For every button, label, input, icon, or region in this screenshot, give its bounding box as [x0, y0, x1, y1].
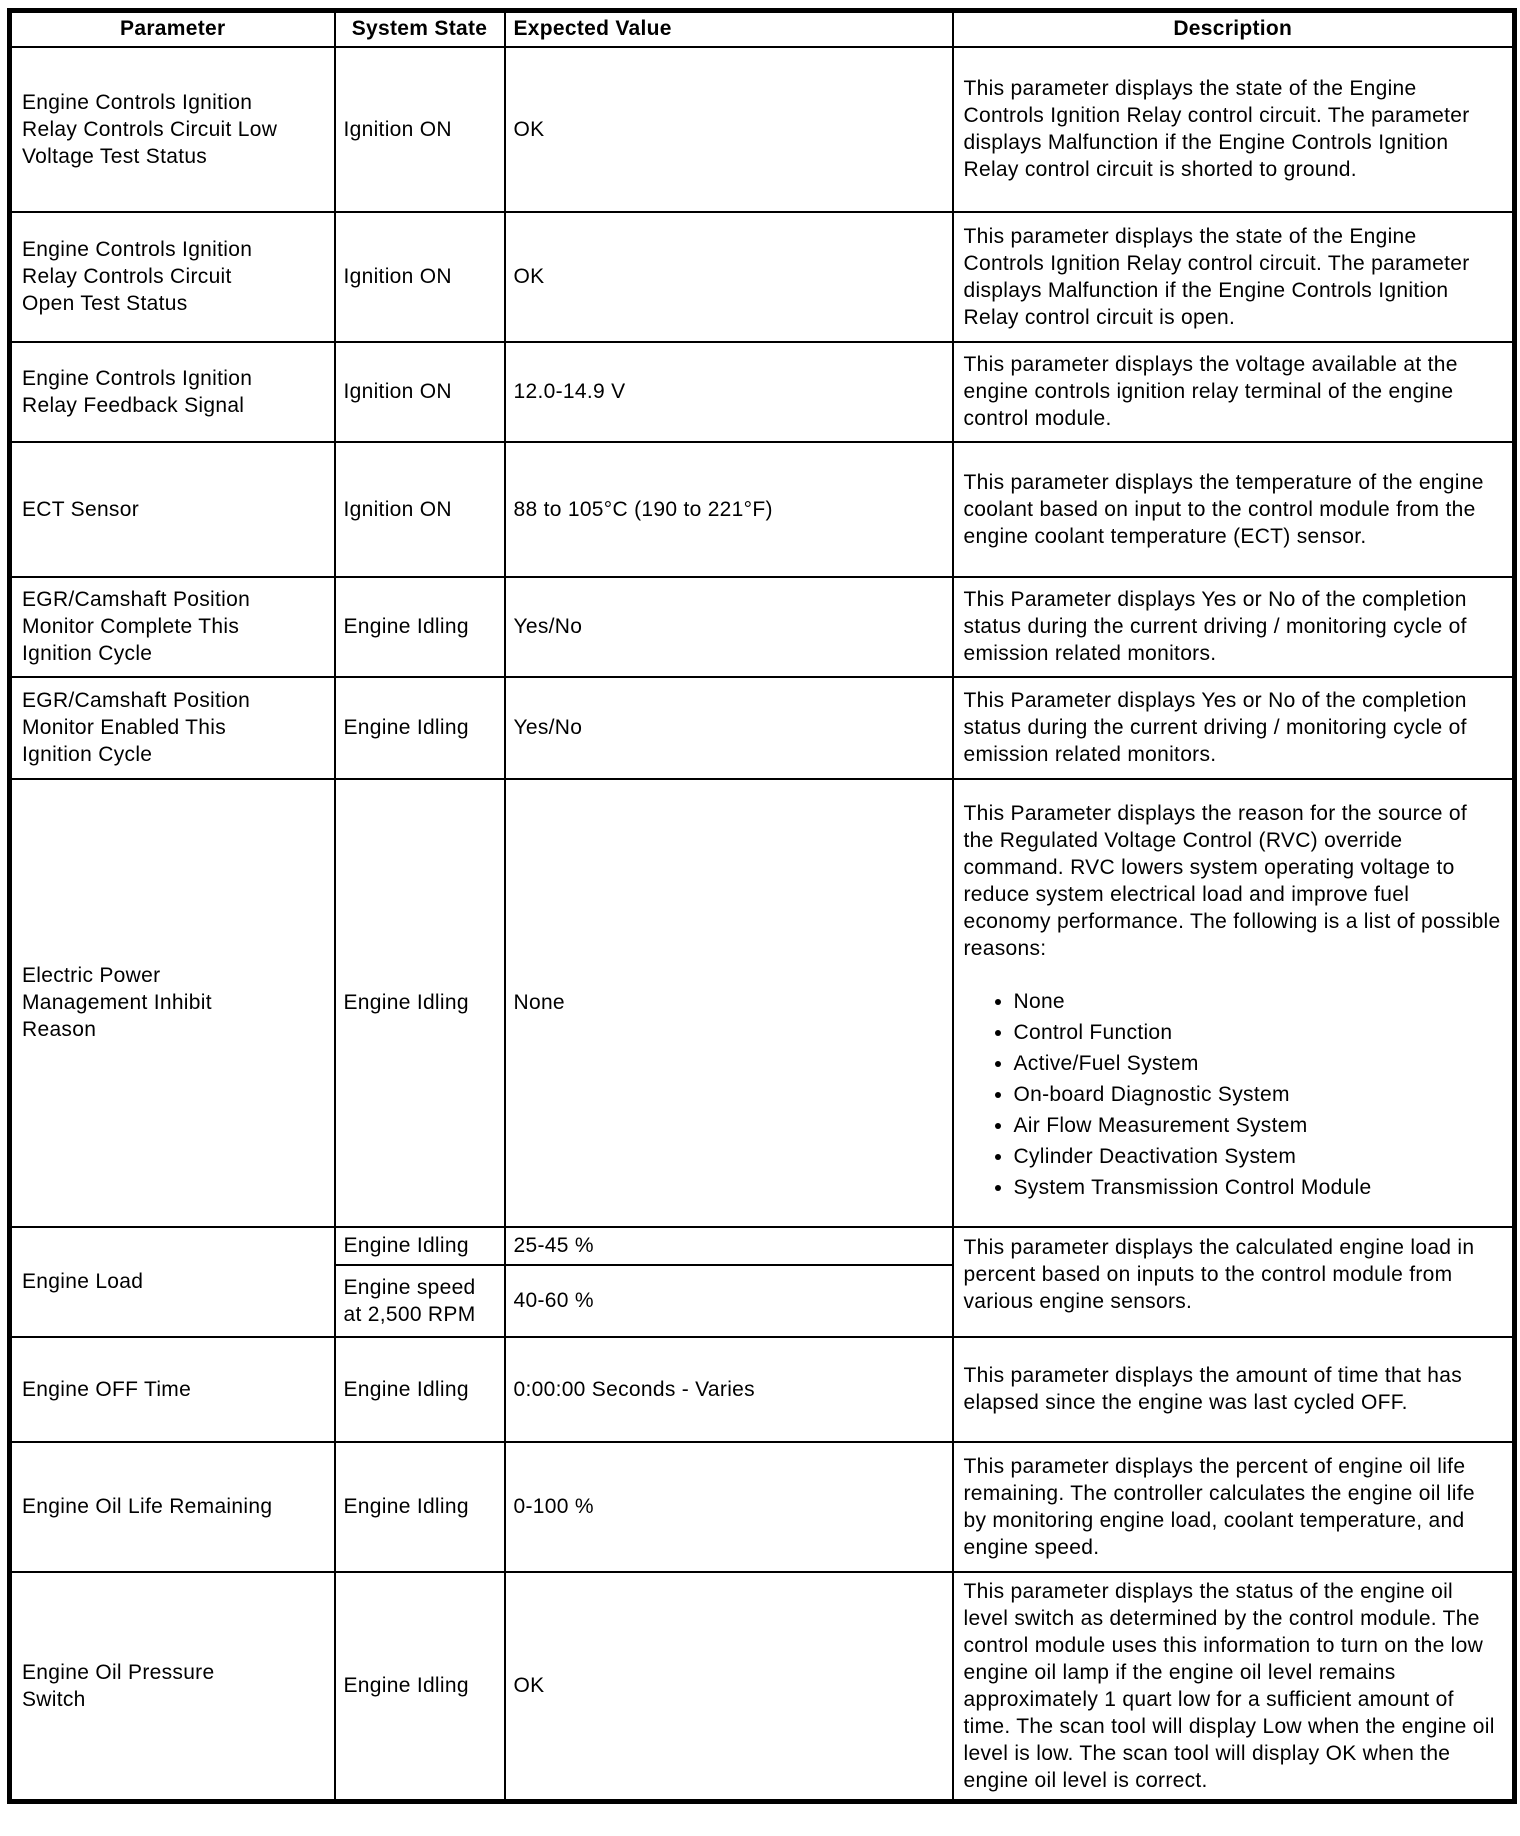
- table-row: [10, 779, 1515, 1227]
- system-state-cell: Ignition ON: [335, 342, 505, 442]
- parameter-cell: Engine Oil Pressure Switch: [10, 1572, 335, 1802]
- parameter-cell: Electric Power Management Inhibit Reason: [10, 779, 335, 1227]
- expected-value-cell: OK: [505, 212, 953, 342]
- expected-value-cell: Yes/No: [505, 677, 953, 779]
- header-parameter: Parameter: [10, 11, 335, 47]
- parameter-cell: Engine OFF Time: [10, 1337, 335, 1442]
- system-state-cell: Ignition ON: [335, 47, 505, 212]
- expected-value-cell: Yes/No: [505, 577, 953, 677]
- parameter-cell: Engine Oil Life Remaining: [10, 1442, 335, 1572]
- parameter-reference-table: [7, 8, 1517, 1804]
- header-expected-value: Expected Value: [505, 11, 953, 47]
- description-cell: [953, 779, 1515, 1227]
- system-state-cell: Engine Idling: [335, 779, 505, 1227]
- list-item: • None: [1014, 988, 1503, 1015]
- system-state-cell: Engine Idling: [335, 1442, 505, 1572]
- list-item: • Cylinder Deactivation System: [1014, 1143, 1503, 1170]
- description-cell: This parameter displays the state of the Engine Controls Ignition Relay control circuit. The parameter displays Malfunction if the Engine Controls Ignition Relay control circuit is open.: [953, 212, 1515, 342]
- description-intro: This Parameter displays the reason for the source of the Regulated Voltage Control (RVC) override command. RVC lowers system operating voltage to reduce system electrical load and improve fuel economy performance. The following is a list of possible reasons:: [963, 802, 1501, 960]
- expected-value-cell: None: [505, 779, 953, 1227]
- table-row: [10, 677, 1515, 779]
- expected-value-cell: 40-60 %: [505, 1265, 953, 1337]
- description-cell: This parameter displays the status of the engine oil level switch as determined by the control module. The control module uses this information to turn on the low engine oil lamp if the engine oil level remains approximately 1 quart low for a sufficient amount of time. The scan tool will display Low when the engine oil level is low. The scan tool will display OK when the engine oil level is correct.: [953, 1572, 1515, 1802]
- parameter-cell: Engine Controls Ignition Relay Controls Circuit Low Voltage Test Status: [10, 47, 335, 212]
- table-row: [10, 342, 1515, 442]
- table-row: [10, 442, 1515, 577]
- list-item: • Air Flow Measurement System: [1014, 1112, 1503, 1139]
- table-row: [10, 47, 1515, 212]
- list-item: • Active/Fuel System: [1014, 1050, 1503, 1077]
- expected-value-cell: 12.0-14.9 V: [505, 342, 953, 442]
- parameter-cell: EGR/Camshaft Position Monitor Enabled This Ignition Cycle: [10, 677, 335, 779]
- expected-value-cell: OK: [505, 47, 953, 212]
- parameter-cell: Engine Load: [10, 1227, 335, 1337]
- description-cell: This parameter displays the voltage available at the engine controls ignition relay terminal of the engine control module.: [953, 342, 1515, 442]
- description-cell: This parameter displays the amount of time that has elapsed since the engine was last cycled OFF.: [953, 1337, 1515, 1442]
- description-cell: This parameter displays the temperature of the engine coolant based on input to the control module from the engine coolant temperature (ECT) sensor.: [953, 442, 1515, 577]
- table-row: [10, 1227, 1515, 1265]
- table-row: [10, 1442, 1515, 1572]
- header-system-state: System State: [335, 11, 505, 47]
- system-state-cell: Engine Idling: [335, 1337, 505, 1442]
- description-cell: This parameter displays the calculated engine load in percent based on inputs to the control module from various engine sensors.: [953, 1227, 1515, 1337]
- table-row: [10, 1337, 1515, 1442]
- list-item: • System Transmission Control Module: [1014, 1174, 1503, 1201]
- description-cell: This Parameter displays Yes or No of the completion status during the current driving / monitoring cycle of emission related monitors.: [953, 577, 1515, 677]
- expected-value-cell: OK: [505, 1572, 953, 1802]
- table-row: [10, 212, 1515, 342]
- system-state-cell: Engine Idling: [335, 677, 505, 779]
- table-header-row: [10, 11, 1515, 47]
- expected-value-cell: 0-100 %: [505, 1442, 953, 1572]
- system-state-cell: Engine Idling: [335, 1572, 505, 1802]
- system-state-cell: Engine speed at 2,500 RPM: [335, 1265, 505, 1337]
- expected-value-cell: 25-45 %: [505, 1227, 953, 1265]
- system-state-cell: Ignition ON: [335, 212, 505, 342]
- inhibit-reason-list: [964, 988, 1503, 1201]
- parameter-cell: EGR/Camshaft Position Monitor Complete This Ignition Cycle: [10, 577, 335, 677]
- list-item: • Control Function: [1014, 1019, 1503, 1046]
- parameter-cell: Engine Controls Ignition Relay Controls Circuit Open Test Status: [10, 212, 335, 342]
- table-row: [10, 1572, 1515, 1802]
- expected-value-cell: 0:00:00 Seconds - Varies: [505, 1337, 953, 1442]
- system-state-cell: Ignition ON: [335, 442, 505, 577]
- parameter-cell: ECT Sensor: [10, 442, 335, 577]
- description-cell: This parameter displays the state of the Engine Controls Ignition Relay control circuit. The parameter displays Malfunction if the Engine Controls Ignition Relay control circuit is shorted to ground.: [953, 47, 1515, 212]
- system-state-cell: Engine Idling: [335, 577, 505, 677]
- description-cell: This parameter displays the percent of engine oil life remaining. The controller calculates the engine oil life by monitoring engine load, coolant temperature, and engine speed.: [953, 1442, 1515, 1572]
- table-row: [10, 577, 1515, 677]
- expected-value-cell: 88 to 105°C (190 to 221°F): [505, 442, 953, 577]
- parameter-cell: Engine Controls Ignition Relay Feedback Signal: [10, 342, 335, 442]
- list-item: • On-board Diagnostic System: [1014, 1081, 1503, 1108]
- system-state-cell: Engine Idling: [335, 1227, 505, 1265]
- header-description: Description: [953, 11, 1515, 47]
- description-cell: This Parameter displays Yes or No of the completion status during the current driving / monitoring cycle of emission related monitors.: [953, 677, 1515, 779]
